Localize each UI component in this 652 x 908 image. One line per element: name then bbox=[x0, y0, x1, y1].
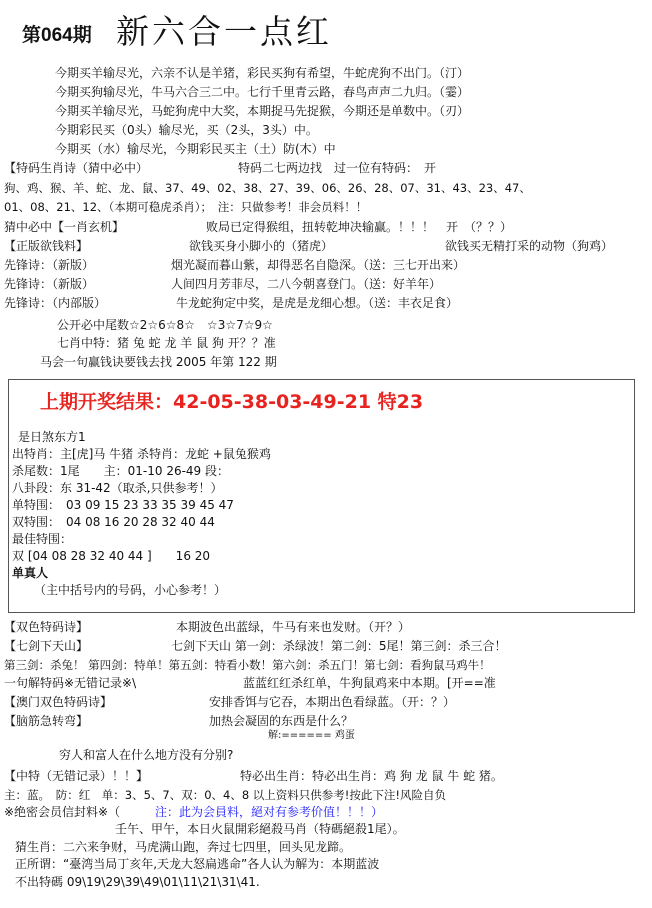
macau-title: 【澳门双色特码诗】 bbox=[4, 695, 113, 709]
box-line: 八卦段：东 31-42（取杀,只供参考！） bbox=[12, 481, 223, 495]
money-mid: 欲钱买身小脚小的（猪虎） bbox=[189, 239, 334, 253]
seven-line: 七肖中特：猪 兔 蛇 龙 羊 鼠 狗 开？？准 bbox=[57, 336, 276, 350]
zhongte-line: 主：蓝。 防：红 单：3、5、7、双：0、4、8 以上资料只供参考!按此下注!风险自负 bbox=[4, 788, 447, 802]
money-right: 欲钱买无精打采的动物（狗鸡） bbox=[445, 239, 614, 253]
closing-line: 正所谓：“臺湾当局丁亥年,天龙大怒扁逃命”各人认为解为：本期蓝波 bbox=[15, 857, 380, 871]
brain-text: 加热会凝固的东西是什么？ bbox=[209, 714, 354, 728]
intro-line: 今期买狗输尽光，牛马六合三二中。七行千里青云路，春鸟声声二九归。（霎） bbox=[55, 85, 470, 99]
tema-numbers: 01、08、21、12、（本期可稳虎杀肖）； 注：只做参考！非会员料！！ bbox=[4, 200, 368, 214]
zhongte-title: 【中特（无错记录）！！】 bbox=[4, 769, 149, 783]
poem-label: 先锋诗：（新版） bbox=[4, 258, 95, 272]
seven-sword-title: 【七剑下天山】 bbox=[4, 639, 89, 653]
box-line: 杀尾数：1尾 主：01-10 26-49 段： bbox=[12, 464, 230, 478]
poem-text: 烟光凝而暮山紫，却得恶名自隐深。（送：三七开出来） bbox=[171, 258, 466, 272]
issue-label: 第064期 bbox=[22, 25, 92, 46]
poem-text: 人间四月芳菲尽，二八今朝喜登门。（送：好羊年） bbox=[171, 277, 442, 291]
double-color-title: 【双色特码诗】 bbox=[4, 620, 89, 634]
box-line: （主中括号内的号码，小心参考！） bbox=[34, 583, 227, 597]
poem-text: 牛龙蛇狗定中奖，是虎是龙细心想。（送：丰衣足食） bbox=[176, 296, 459, 310]
tema-numbers: 狗、鸡、猴、羊、蛇、龙、鼠、37、49、02、38、27、39、06、26、28、07、31、43、23、47、 bbox=[4, 181, 531, 195]
result-box bbox=[8, 379, 635, 613]
horse-line: 马会一句赢钱诀要钱去找 2005 年第 122 期 bbox=[40, 355, 277, 369]
seven-sword-line: 一句解特码※无错记录※\ bbox=[4, 676, 137, 690]
brain-answer: 解:====== 鸡蛋 bbox=[268, 730, 355, 741]
box-line: 单特围： 03 09 15 23 33 35 39 45 47 bbox=[12, 498, 234, 512]
closing-line: 猜生肖：二六来争财，马虎满山跑，奔过七四里，回头见龙蹄。 bbox=[15, 840, 352, 854]
seven-sword-line: 蓝蓝红红杀红单，牛狗鼠鸡来中本期。[开==准 bbox=[243, 676, 496, 690]
guess-text: 败局已定得猴组，扭转乾坤决输赢。！！！ 开 （？？） bbox=[206, 220, 513, 234]
brain-title: 【脑筋急转弯】 bbox=[4, 714, 89, 728]
secret-text: 注：此为会員料，絕对有参考价值！！！） bbox=[155, 805, 384, 819]
intro-line: 今期买羊输尽光，六亲不认是羊猪，彩民买狗有希望，牛蛇虎狗不出门。（汀） bbox=[55, 66, 470, 80]
box-line: 双特围： 04 08 16 20 28 32 40 44 bbox=[12, 515, 215, 529]
tema-line: 特码二七两边找 过一位有特码： 开 bbox=[238, 161, 437, 175]
seven-sword-line: 第三剑：杀兔！ 第四剑：特单！第五剑：特看小数！第六剑：杀五门！第七剑：看狗鼠马鸡牛！ bbox=[4, 658, 491, 672]
zhongte-text: 特必出生肖：特必出生肖：鸡 狗 龙 鼠 牛 蛇 猪。 bbox=[240, 769, 503, 783]
poem-label: 先锋诗：（新版） bbox=[4, 277, 95, 291]
double-color-text: 本期波色出蓝绿，牛马有来也发财。（开？） bbox=[176, 620, 411, 634]
closing-line: 不出特碼 09\19\29\39\49\01\11\21\31\41. bbox=[15, 875, 260, 889]
poem-label: 先锋诗：（内部版） bbox=[4, 296, 107, 310]
tema-title: 【特码生肖诗（猜中必中） bbox=[4, 161, 149, 175]
box-line: 最佳特围： bbox=[12, 532, 73, 546]
intro-line: 今期买羊输尽光，马蛇狗虎中大奖，本期捉马先捉猴，今期还是单数中。（刃） bbox=[55, 104, 470, 118]
brand-title: 新六合一点红 bbox=[116, 12, 332, 51]
intro-line: 今期买（水）输尽光，今期彩民买主（土）防(木）中 bbox=[55, 142, 336, 156]
secret-label: ※绝密会员信封料※（ bbox=[4, 805, 121, 819]
macau-text: 安排香饵与它吞，本期出色看绿蓝。（开：？） bbox=[209, 695, 456, 709]
tail-line: 公开必中尾数☆2☆6☆8☆ ☆3☆7☆9☆ bbox=[57, 318, 273, 332]
intro-line: 今期彩民买（0头）输尽光，买（2头，3头）中。 bbox=[55, 123, 318, 137]
rich-poor-line: 穷人和富人在什么地方没有分别? bbox=[59, 748, 234, 762]
box-line: 是日煞东方1 bbox=[18, 430, 86, 444]
closing-line: 壬午、甲午，本日火鼠開彩絕殺马肖（特碼絕殺1尾）。 bbox=[115, 822, 405, 836]
result-title: 上期开奖结果：42-05-38-03-49-21 特23 bbox=[40, 391, 424, 413]
box-line: 单真人 bbox=[12, 566, 49, 580]
box-line: 出特肖：主[虎]马 牛猪 杀特肖：龙蛇 +鼠兔猴鸡 bbox=[12, 447, 271, 461]
guess-label: 猜中必中【一肖玄机】 bbox=[4, 220, 125, 234]
money-title: 【正版欲钱料】 bbox=[4, 239, 89, 253]
seven-sword-line: 七剑下天山 第一剑：杀绿波！第二剑：5尾！第三剑：杀三合！ bbox=[171, 639, 507, 653]
box-line: 双 [04 08 28 32 40 44 ] 16 20 bbox=[12, 549, 211, 563]
